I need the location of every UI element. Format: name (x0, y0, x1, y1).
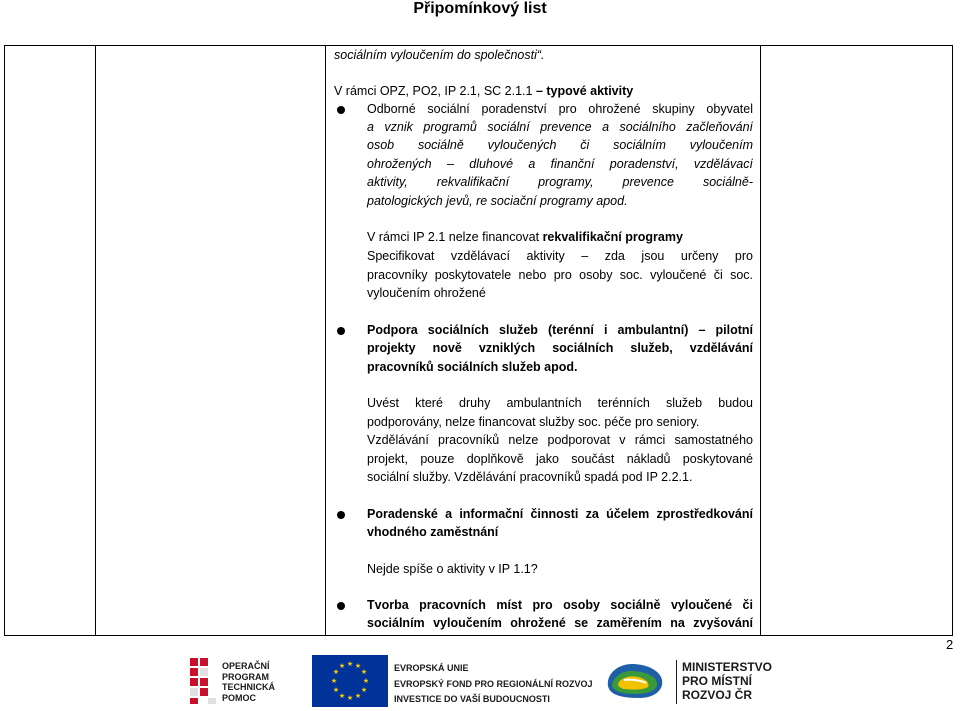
op-technicka-pomoc-logo (190, 654, 296, 708)
svg-text:★: ★ (338, 692, 346, 700)
bullet-text-line: osob sociálně vyloučených či sociálním vyloučením (367, 138, 753, 152)
page-title: Připomínkový list (413, 0, 547, 17)
op-logo-line: TECHNICKÁ (222, 682, 275, 692)
bullet-text-line: Odborné sociální poradenství pro ohrožené skupiny obyvatel (367, 102, 753, 116)
op-logo-line: POMOC (222, 692, 257, 703)
table-column-divider (95, 45, 96, 636)
bullet-icon (337, 602, 345, 610)
text-span: V rámci IP 2.1 nelze financovat (367, 230, 543, 244)
eu-text-line: EVROPSKÝ FOND PRO REGIONÁLNÍ ROZVOJ (394, 678, 593, 689)
mmr-text-line: PRO MÍSTNÍ (682, 674, 753, 688)
svg-text:★: ★ (332, 686, 340, 694)
svg-text:★: ★ (332, 668, 340, 676)
table-bottom-border (4, 635, 953, 636)
eu-flag-icon (312, 655, 388, 707)
text-line: sociální služby. Vzdělávání pracovníků spadá pod IP 2.2.1. (367, 470, 693, 484)
bullet-text-line: vhodného zaměstnání (367, 525, 499, 539)
text-line: pracovníky poskytovatele nebo pro osoby soc. vyloučené či soc. (367, 268, 753, 282)
text-line: projekt, pouze doplňkově jako součást nákladů poskytované (367, 452, 753, 466)
mmr-text-line: MINISTERSTVO (682, 660, 773, 674)
text-line: Nejde spíše o aktivity v IP 1.1? (367, 562, 538, 576)
text-line (367, 228, 683, 247)
svg-text:★: ★ (346, 694, 354, 702)
text-line: podporovány, nelze financovat služby soc. péče pro seniory. (367, 415, 700, 429)
text-line (334, 82, 633, 101)
text-line: vyloučením ohrožené (367, 286, 486, 300)
mmr-text-block (682, 660, 772, 702)
bullet-text-line: pracovníků sociálních služeb apod. (367, 360, 578, 374)
eu-text-block (394, 661, 593, 708)
text-line: Specifikovat vzdělávací aktivity – zda jsou určeny pro (367, 249, 753, 263)
text-line: Vzdělávání pracovníků nelze podporovat v rámci samostatného (367, 433, 753, 447)
bullet-text-line: Tvorba pracovních míst pro osoby sociálně vyloučené či (367, 598, 753, 612)
op-logo-line: OPERAČNÍ (222, 661, 270, 671)
bullet-icon (337, 106, 345, 114)
mmr-text-line: ROZVOJ ČR (682, 688, 753, 702)
eu-text-line: INVESTICE DO VAŠÍ BUDOUCNOSTI (394, 694, 550, 704)
svg-text:★: ★ (338, 662, 346, 670)
bullet-text-line: projekty nově vzniklých sociálních služeb, vzdělávání (367, 341, 753, 355)
bullet-text-line: ohrožených – dluhové a finanční poradenství, vzdělávací (367, 157, 753, 171)
svg-text:★: ★ (362, 677, 370, 685)
bullet-text-line: a vznik programů sociální prevence a sociálního začleňování (367, 120, 753, 134)
svg-text:★: ★ (360, 668, 368, 676)
text-span: V rámci OPZ, PO2, IP 2.1, SC 2.1.1 (334, 84, 533, 98)
svg-text:★: ★ (330, 677, 338, 685)
bullet-text-line: Podpora sociálních služeb (terénní i ambulantní) – pilotní (367, 323, 753, 337)
table-border-left (4, 45, 5, 636)
page-number: 2 (946, 637, 954, 652)
svg-text:★: ★ (354, 662, 362, 670)
table-border-right (952, 45, 953, 636)
op-logo-line: PROGRAM (222, 671, 269, 682)
svg-text:★: ★ (346, 660, 354, 668)
eu-text-line: EVROPSKÁ UNIE (394, 663, 469, 673)
bullet-icon (337, 327, 345, 335)
bullet-text-line: Poradenské a informační činnosti za účelem zprostředkování (367, 507, 753, 521)
bullet-icon (337, 511, 345, 519)
text-line: Uvést které druhy ambulantních terénních služeb budou (367, 396, 753, 410)
svg-text:★: ★ (354, 692, 362, 700)
text-span-bold: – typové aktivity (532, 84, 634, 98)
op-logo-text (222, 661, 275, 703)
text-line: sociálním vyloučením do společnosti“. (334, 48, 545, 62)
bullet-text-line: patologických jevů, re sociační programy apod. (367, 194, 628, 208)
table-column-divider (760, 45, 761, 636)
op-logo-mark-icon (190, 658, 216, 704)
table-column-divider (325, 45, 326, 636)
text-span-bold: rekvalifikační programy (542, 230, 683, 244)
bullet-text-line: aktivity, rekvalifikační programy, prevence sociálně- (367, 175, 753, 189)
mmr-divider (676, 660, 677, 704)
svg-text:★: ★ (360, 686, 368, 694)
bullet-text-line: sociálním vyloučením ohrožené se zaměřením na zvyšování (367, 616, 753, 630)
czech-map-logo-icon (602, 656, 666, 704)
